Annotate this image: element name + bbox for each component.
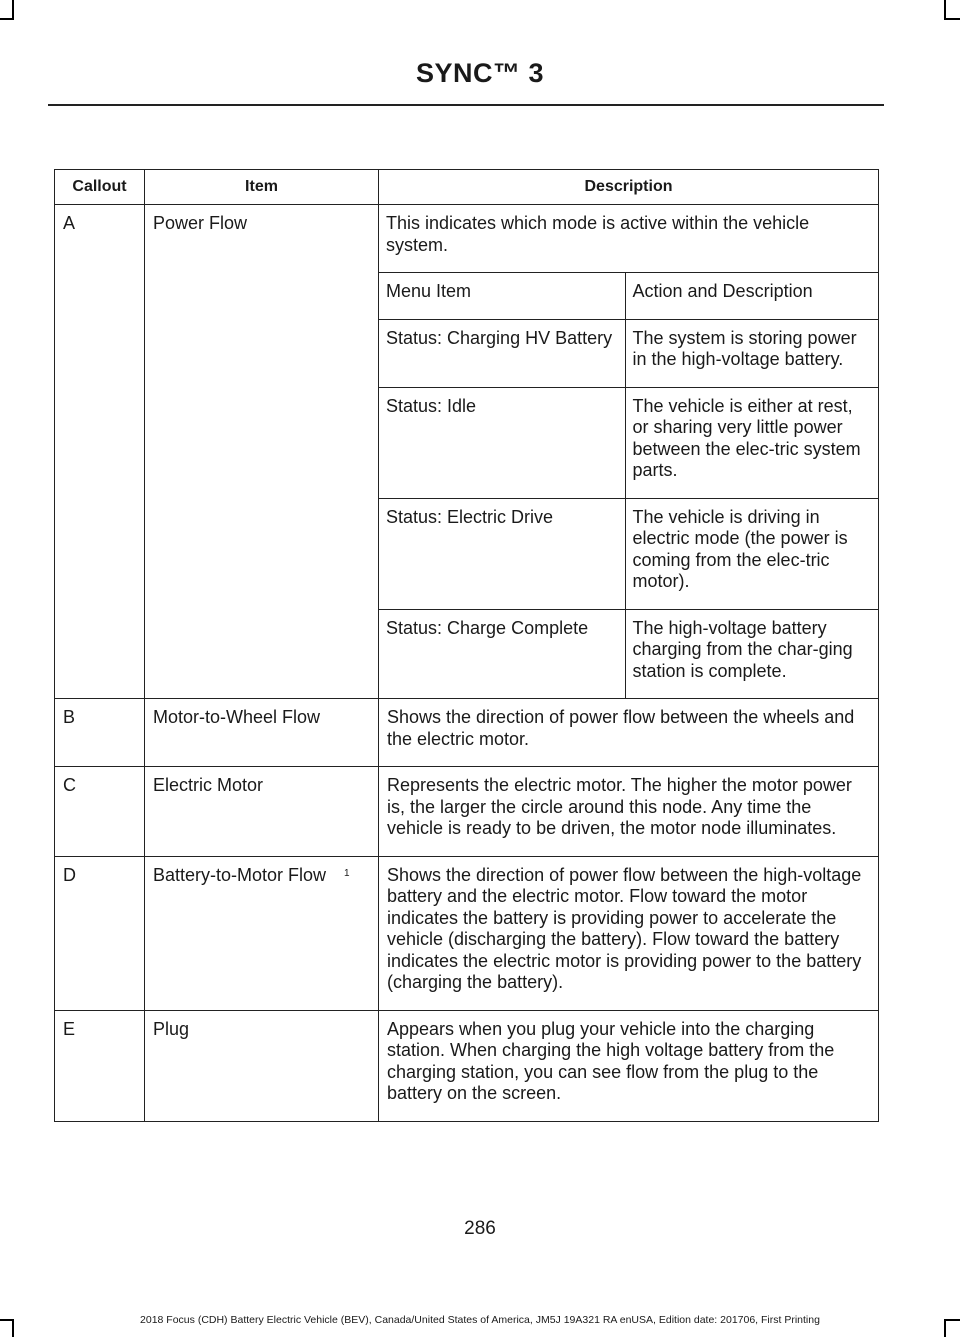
- action-cell: The high-voltage battery charging from the char-ging station is complete.: [625, 609, 879, 698]
- callout-cell: D: [55, 856, 145, 1010]
- crop-mark-top-right-h: [944, 18, 960, 20]
- description-cell: Appears when you plug your vehicle into the charging station. When charging the high voltage battery from the charging station, you can see flow from the plug to the battery on the screen.: [379, 1010, 879, 1121]
- menu-item-cell: Status: Charging HV Battery: [379, 319, 625, 387]
- footnote-marker: 1: [344, 867, 350, 879]
- footer-edition-info: 2018 Focus (CDH) Battery Electric Vehicle (BEV), Canada/United States of America, JM5J 19A321 RA enUSA, Edition date: 201706, First Printing: [140, 1314, 820, 1326]
- power-flow-table: [54, 169, 879, 1122]
- description-cell: Shows the direction of power flow between the wheels and the electric motor.: [379, 699, 879, 767]
- menu-item-cell: Status: Idle: [379, 387, 625, 498]
- item-cell: [145, 856, 379, 1010]
- table-header-row: [55, 170, 879, 205]
- description-cell: Shows the direction of power flow between the high-voltage battery and the electric motor. Flow toward the motor indicates the battery is providing power to accelerate the vehicle (discharging the battery). Flow toward the battery indicates the electric motor is providing power to the battery (charging the battery).: [379, 856, 879, 1010]
- item-cell: Plug: [145, 1010, 379, 1121]
- item-text: Battery-to-Motor Flow: [153, 864, 327, 885]
- sub-table-row: [379, 498, 879, 609]
- description-text: This indicates which mode is active within the vehicle system.: [386, 213, 810, 255]
- action-cell: The vehicle is either at rest, or sharing very little power between the elec-tric system parts.: [625, 387, 879, 498]
- sub-table-header-row: [379, 273, 879, 320]
- menu-item-cell: Status: Electric Drive: [379, 498, 625, 609]
- header-item: Item: [145, 170, 379, 205]
- table-row: [55, 699, 879, 767]
- crop-mark-top-right: [944, 0, 946, 18]
- crop-mark-top-left: [12, 0, 14, 18]
- action-cell: The vehicle is driving in electric mode (the power is coming from the elec-tric motor).: [625, 498, 879, 609]
- callout-cell: E: [55, 1010, 145, 1121]
- sub-table-row: [379, 609, 879, 698]
- table-row: [55, 856, 879, 1010]
- header-divider: [48, 104, 884, 106]
- page-title: SYNC™ 3: [415, 58, 545, 88]
- sub-table-row: [379, 387, 879, 498]
- sub-table-row: [379, 319, 879, 387]
- page-number: 286: [464, 1218, 496, 1239]
- header-callout: Callout: [55, 170, 145, 205]
- status-sub-table: [379, 272, 879, 698]
- table-row: [55, 767, 879, 857]
- header-description: Description: [379, 170, 879, 205]
- callout-cell: B: [55, 699, 145, 767]
- action-cell: The system is storing power in the high-voltage battery.: [625, 319, 879, 387]
- item-cell: Electric Motor: [145, 767, 379, 857]
- table-row: [55, 205, 879, 699]
- crop-mark-top-left-h: [0, 18, 14, 20]
- sub-header-action: Action and Description: [625, 273, 879, 320]
- menu-item-cell: Status: Charge Complete: [379, 609, 625, 698]
- sub-header-menu-item: Menu Item: [379, 273, 625, 320]
- callout-cell: C: [55, 767, 145, 857]
- item-cell: Motor-to-Wheel Flow: [145, 699, 379, 767]
- table-row: [55, 1010, 879, 1121]
- item-cell: Power Flow: [145, 205, 379, 699]
- description-cell: [379, 205, 879, 699]
- description-cell: Represents the electric motor. The higher the motor power is, the larger the circle around this node. Any time the vehicle is ready to be driven, the motor node illuminates.: [379, 767, 879, 857]
- callout-cell: A: [55, 205, 145, 699]
